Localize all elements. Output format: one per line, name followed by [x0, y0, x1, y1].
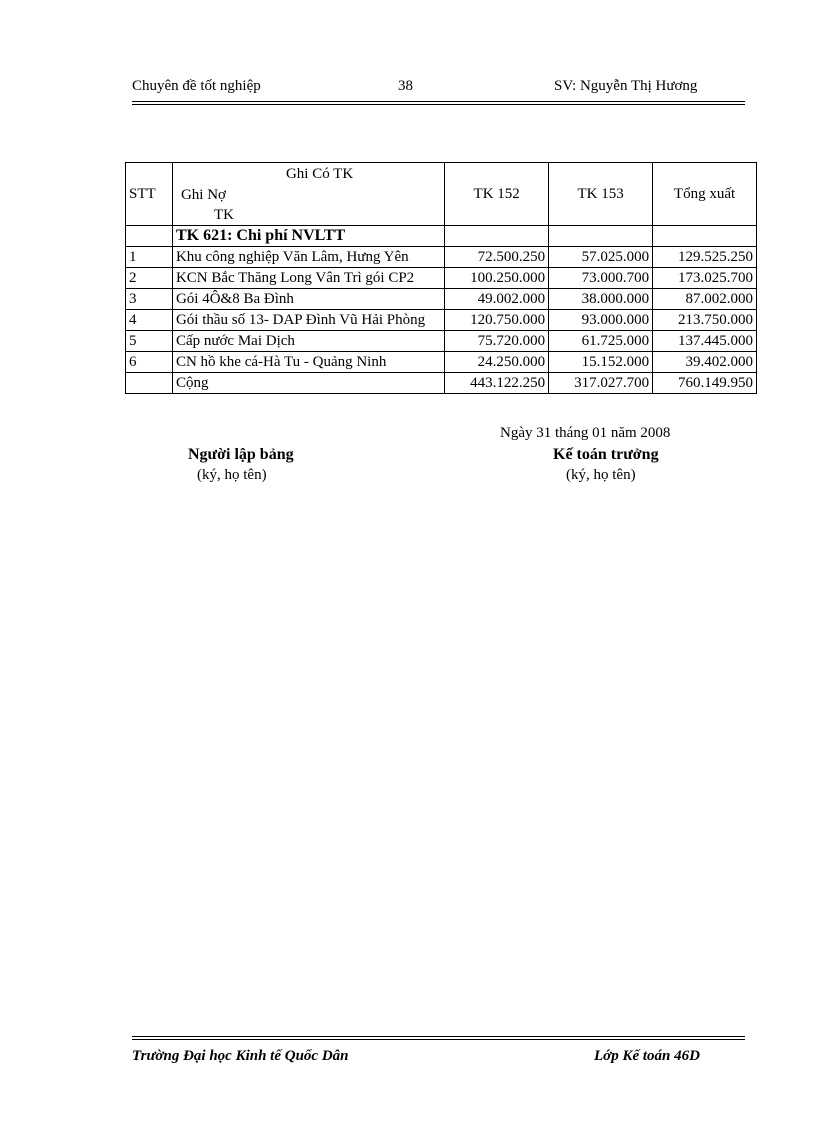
- row-name: Gói thầu số 13- DAP Đình Vũ Hải Phòng: [172, 310, 444, 331]
- preparer-title: Người lập bảng: [188, 446, 294, 463]
- total-total: 760.149.950: [653, 373, 757, 394]
- total-tk153: 317.027.700: [549, 373, 653, 394]
- group-label: TK 621: Chi phí NVLTT: [172, 226, 444, 247]
- row-tk152: 24.250.000: [445, 352, 549, 373]
- total-row: [126, 373, 757, 394]
- preparer-note: (ký, họ tên): [197, 467, 267, 483]
- row-stt: 6: [126, 352, 173, 373]
- row-tk152: 49.002.000: [445, 289, 549, 310]
- row-stt: 2: [126, 268, 173, 289]
- material-expense-table: [125, 162, 757, 394]
- row-tk152: 72.500.250: [445, 247, 549, 268]
- signature-date: Ngày 31 tháng 01 năm 2008: [500, 425, 671, 441]
- row-stt: 3: [126, 289, 173, 310]
- row-stt: 1: [126, 247, 173, 268]
- table-row: [126, 268, 757, 289]
- header-stt: STT: [126, 163, 173, 226]
- group-tk153-cell: [549, 226, 653, 247]
- table-row: [126, 289, 757, 310]
- table-row: [126, 331, 757, 352]
- row-tk153: 61.725.000: [549, 331, 653, 352]
- header-credit-account: Ghi Có TK: [285, 166, 354, 182]
- row-total: 129.525.250: [653, 247, 757, 268]
- page-number: 38: [398, 78, 413, 94]
- group-stt-cell: [126, 226, 173, 247]
- row-tk153: 93.000.000: [549, 310, 653, 331]
- header-title: Chuyên đề tốt nghiệp: [132, 78, 261, 94]
- page-header: [132, 78, 744, 100]
- chief-accountant-title: Kế toán trưởng: [553, 446, 659, 463]
- total-stt-cell: [126, 373, 173, 394]
- footer-rule-top: [132, 1036, 745, 1037]
- total-label: Cộng: [172, 373, 444, 394]
- row-total: 213.750.000: [653, 310, 757, 331]
- table-row: [126, 247, 757, 268]
- header-rule-bottom: [132, 104, 745, 105]
- row-total: 39.402.000: [653, 352, 757, 373]
- row-tk152: 100.250.000: [445, 268, 549, 289]
- footer-class: Lớp Kế toán 46D: [594, 1048, 700, 1064]
- row-tk153: 57.025.000: [549, 247, 653, 268]
- row-tk153: 38.000.000: [549, 289, 653, 310]
- header-tk152: TK 152: [445, 163, 549, 226]
- header-tk153: TK 153: [549, 163, 653, 226]
- row-name: CN hồ khe cá-Hà Tu - Quảng Ninh: [172, 352, 444, 373]
- table-row: [126, 352, 757, 373]
- row-tk153: 15.152.000: [549, 352, 653, 373]
- footer-school: Trường Đại học Kinh tế Quốc Dân: [132, 1048, 349, 1064]
- row-tk152: 120.750.000: [445, 310, 549, 331]
- table-header-row: [126, 163, 757, 226]
- group-tk152-cell: [445, 226, 549, 247]
- header-total: Tổng xuất: [653, 163, 757, 226]
- row-total: 87.002.000: [653, 289, 757, 310]
- row-name: Cấp nước Mai Dịch: [172, 331, 444, 352]
- chief-accountant-note: (ký, họ tên): [566, 467, 636, 483]
- row-name: KCN Bắc Thăng Long Vân Trì gói CP2: [172, 268, 444, 289]
- header-rule-top: [132, 101, 745, 102]
- total-tk152: 443.122.250: [445, 373, 549, 394]
- row-name: Gói 4Ô&8 Ba Đình: [172, 289, 444, 310]
- header-debit-account-tk: TK: [213, 207, 234, 223]
- row-stt: 5: [126, 331, 173, 352]
- table-row: [126, 310, 757, 331]
- header-author: SV: Nguyễn Thị Hương: [554, 78, 698, 94]
- row-tk152: 75.720.000: [445, 331, 549, 352]
- row-tk153: 73.000.700: [549, 268, 653, 289]
- row-name: Khu công nghiệp Văn Lâm, Hưng Yên: [172, 247, 444, 268]
- row-stt: 4: [126, 310, 173, 331]
- row-total: 173.025.700: [653, 268, 757, 289]
- group-total-cell: [653, 226, 757, 247]
- footer-rule-bottom: [132, 1039, 745, 1040]
- row-total: 137.445.000: [653, 331, 757, 352]
- header-debit-account: Ghi Nợ: [180, 187, 226, 203]
- header-diagonal-cell: [172, 163, 444, 226]
- group-row: [126, 226, 757, 247]
